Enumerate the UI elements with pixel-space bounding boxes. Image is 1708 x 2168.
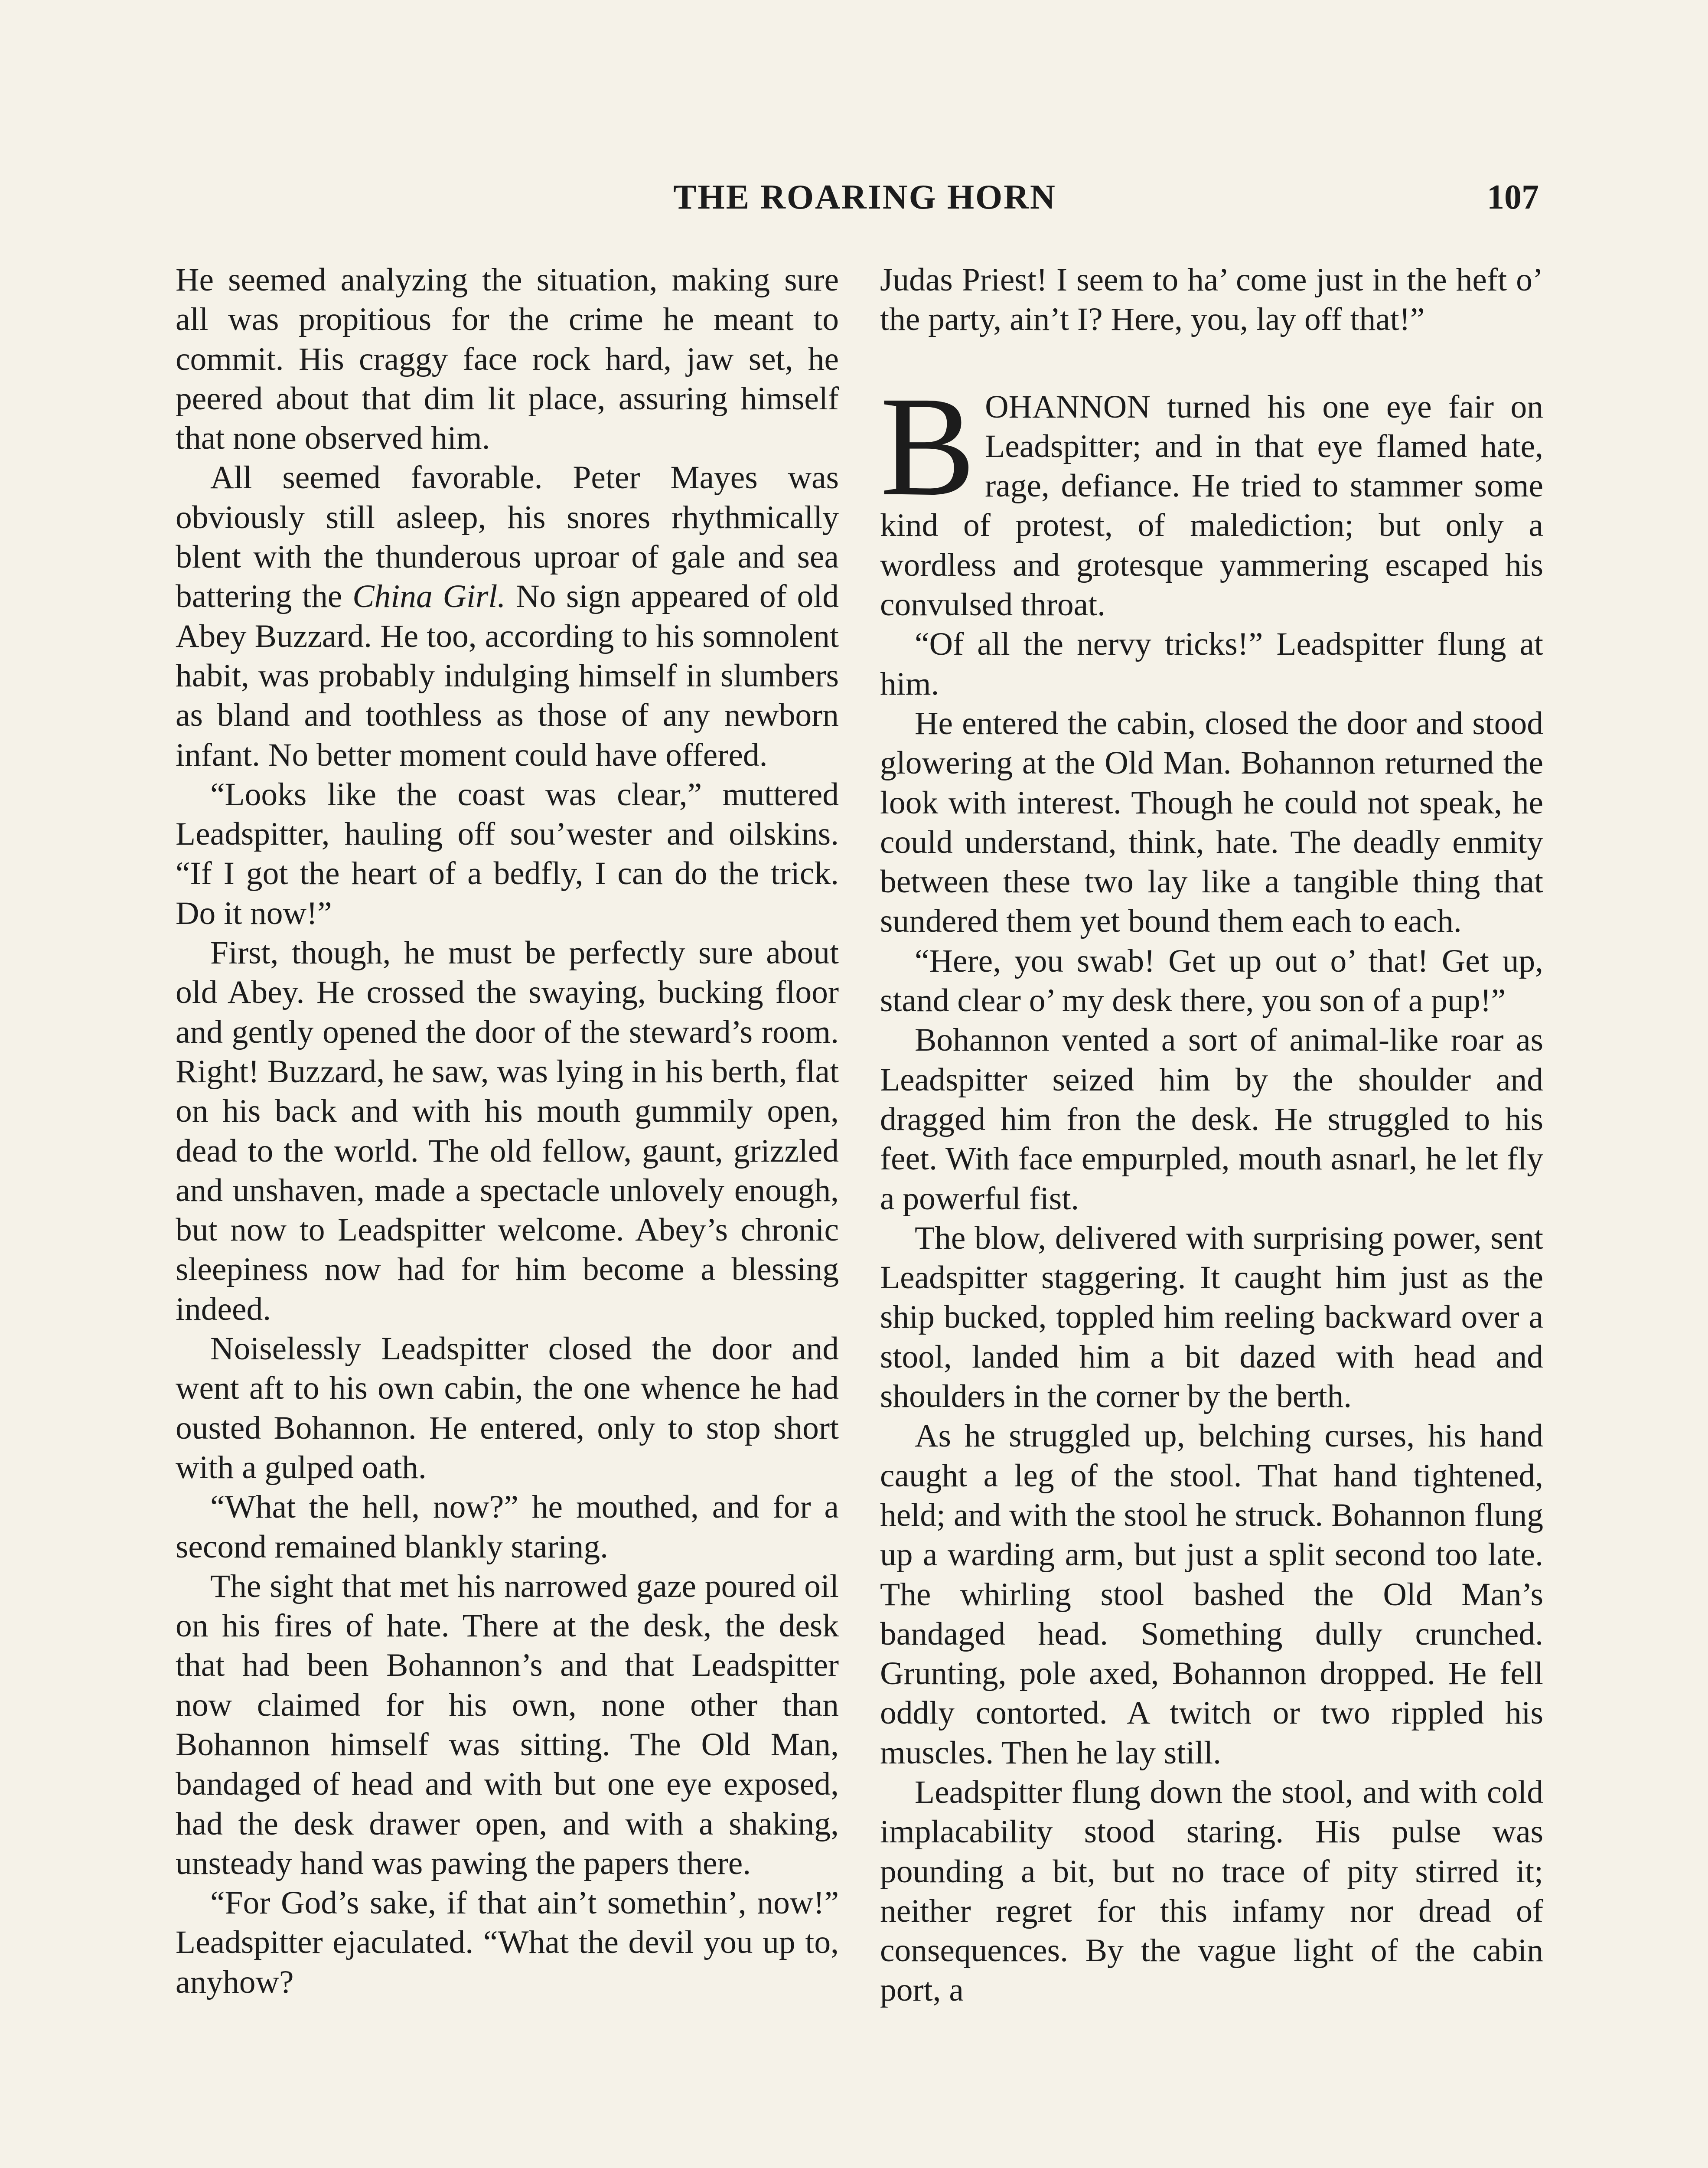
paragraph: “Of all the nervy tricks!” Leadspitter flung at him. xyxy=(880,626,1543,702)
paragraph: “Looks like the coast was clear,” muttered Leadspitter, hauling off sou’wester and oilskins. “If I got the heart of a bedfly, I can do the trick. Do it now!” xyxy=(176,776,839,931)
paragraph: “For God’s sake, if that ain’t somethin’, now!” Leadspitter ejaculated. “What the devil you up to, anyhow? xyxy=(176,1885,839,2000)
paragraph-text: All seemed favorable. Peter Mayes was obviously still asleep, his snores rhythmically blent with the thunderous uproar of gale and sea battering the xyxy=(176,460,839,615)
paragraph: As he struggled up, belching curses, his hand caught a leg of the stool. That hand tightened, held; and with the stool he struck. Bohannon flung up a warding arm, but just a split second too late. The whirling stool bashed the Old Man’s bandaged head. Something dully crunched. Grunting, pole axed, Bohannon dropped. He fell oddly contorted. A twitch or two rippled his muscles. Then he lay still. xyxy=(880,1418,1543,1771)
ship-name: China Girl. xyxy=(352,578,506,615)
paragraph: “Here, you swab! Get up out o’ that! Get up, stand clear o’ my desk there, you son of a pup!” xyxy=(880,943,1543,1019)
paragraph-text: OHANNON turned his one eye fair on Leadspitter; and in that eye flamed hate, rage, defiance. He tried to stammer some kind of protest, of malediction; but only a wordless and grotesque yammering escaped his convulsed throat. xyxy=(880,389,1543,623)
paragraph: He seemed analyzing the situation, making sure all was propitious for the crime he meant to commit. His craggy face rock hard, jaw set, he peered about that dim lit place, assuring himself that none observed him. xyxy=(176,262,839,457)
paragraph: The blow, delivered with surprising power, sent Leadspitter staggering. It caught him just as the ship bucked, toppled him reeling backward over a stool, landed him a bit dazed with head and shoulders in the corner by the berth. xyxy=(880,1220,1543,1415)
paragraph: Noiselessly Leadspitter closed the door and went aft to his own cabin, the one whence he had ousted Bohannon. He entered, only to stop short with a gulped oath. xyxy=(176,1331,839,1486)
paragraph: He entered the cabin, closed the door and stood glowering at the Old Man. Bohannon returned the look with interest. Though he could not speak, he could understand, think, hate. The deadly enmity between these two lay like a tangible thing that sundered them yet bound them each to each. xyxy=(880,705,1543,940)
paragraph: Bohannon vented a sort of animal-like roar as Leadspitter seized him by the shoulder and dragged him fron the desk. He struggled to his feet. With face empurpled, mouth asnarl, he let fly a powerful fist. xyxy=(880,1022,1543,1217)
paragraph: The sight that met his narrowed gaze poured oil on his fires of hate. There at the desk, the desk that had been Bohannon’s and that Leadspitter now claimed for his own, none other than Bohannon himself was sitting. The Old Man, bandaged of head and with but one eye exposed, had the desk drawer open, and with a shaking, unsteady hand was pawing the papers there. xyxy=(176,1568,839,1881)
paragraph: Leadspitter flung down the stool, and with cold implacability stood staring. His pulse was pounding a bit, but no trace of pity stirred it; neither regret for this infamy nor dread of consequences. By the vague light of the cabin port, a xyxy=(880,1774,1543,2008)
drop-cap: B xyxy=(880,367,976,526)
right-column xyxy=(880,260,1543,2010)
paragraph: Judas Priest! I seem to ha’ come just in the heft o’ the party, ain’t I? Here, you, lay off that!” xyxy=(880,262,1543,338)
paragraph: “What the hell, now?” he mouthed, and for a second remained blankly staring. xyxy=(176,1489,839,1565)
paragraph: First, though, he must be perfectly sure about old Abey. He crossed the swaying, bucking floor and gently opened the door of the steward’s room. Right! Buzzard, he saw, was lying in his berth, flat on his back and with his mouth gummily open, dead to the world. The old fellow, gaunt, grizzled and unshaven, made a spectacle unlovely enough, but now to Leadspitter welcome. Abey’s chronic sleepiness now had for him become a blessing indeed. xyxy=(176,935,839,1327)
page-number: 107 xyxy=(1487,178,1539,216)
drop-cap-paragraph xyxy=(880,367,1543,625)
left-column xyxy=(176,260,839,2002)
paragraph xyxy=(176,458,839,774)
page-header xyxy=(0,178,1708,225)
paragraph-text: No sign appeared of old Abey Buzzard. He too, according to his somnolent habit, was probably indulging himself in slumbers as bland and toothless as those of any newborn infant. No better moment could have offered. xyxy=(176,578,839,773)
running-title: THE ROARING HORN xyxy=(673,178,1056,216)
